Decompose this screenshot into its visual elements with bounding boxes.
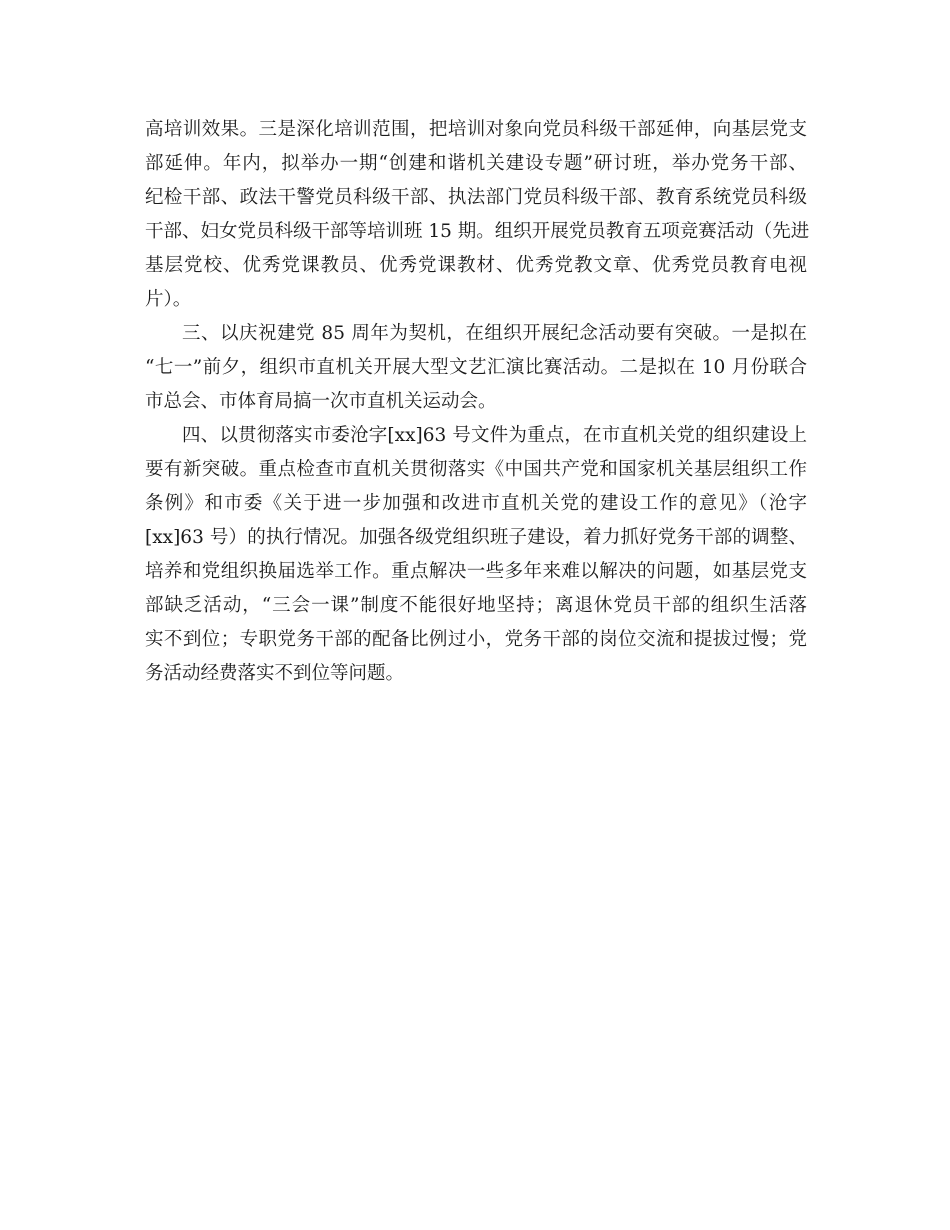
text-line: 片）。	[145, 289, 192, 310]
text-line: 市总会、市体育局搞一次市直机关运动会。	[145, 391, 497, 412]
text-line: 部延伸。年内，拟举办一期“创建和谐机关建设专题”研讨班，举办党务干部、	[145, 153, 807, 174]
text-line: 务活动经费落实不到位等问题。	[145, 663, 405, 684]
paragraph-training	[145, 113, 810, 317]
text-line: [xx]63 号）的执行情况。加强各级党组织班子建设，着力抓好党务干部的调整、	[145, 527, 807, 548]
text-line: 基层党校、优秀党课教员、优秀党课教材、优秀党教文章、优秀党员教育电视	[145, 255, 807, 276]
text-line: 培养和党组织换届选举工作。重点解决一些多年来难以解决的问题，如基层党支	[145, 561, 807, 582]
text-line: 高培训效果。三是深化培训范围，把培训对象向党员科级干部延伸，向基层党支	[145, 119, 807, 140]
text-line: 四、以贯彻落实市委沧字[xx]63 号文件为重点，在市直机关党的组织建设上	[182, 425, 807, 446]
text-line: 纪检干部、政法干警党员科级干部、执法部门党员科级干部、教育系统党员科级	[145, 187, 807, 208]
text-line: 条例》和市委《关于进一步加强和改进市直机关党的建设工作的意见》（沧字	[145, 493, 807, 514]
text-line: 实不到位；专职党务干部的配备比例过小，党务干部的岗位交流和提拔过慢；党	[145, 629, 807, 650]
text-line: “七一”前夕，组织市直机关开展大型文艺汇演比赛活动。二是拟在 10 月份联合	[145, 357, 807, 378]
paragraph-organization	[145, 419, 807, 691]
text-line: 部缺乏活动，“三会一课”制度不能很好地坚持；离退休党员干部的组织生活落	[145, 595, 807, 616]
document-body	[145, 113, 810, 691]
text-line: 干部、妇女党员科级干部等培训班 15 期。组织开展党员教育五项竞赛活动（先进	[145, 221, 810, 242]
paragraph-anniversary	[145, 317, 807, 419]
text-line: 要有新突破。重点检查市直机关贯彻落实《中国共产党和国家机关基层组织工作	[145, 459, 807, 480]
text-line: 三、以庆祝建党 85 周年为契机，在组织开展纪念活动要有突破。一是拟在	[182, 323, 807, 344]
